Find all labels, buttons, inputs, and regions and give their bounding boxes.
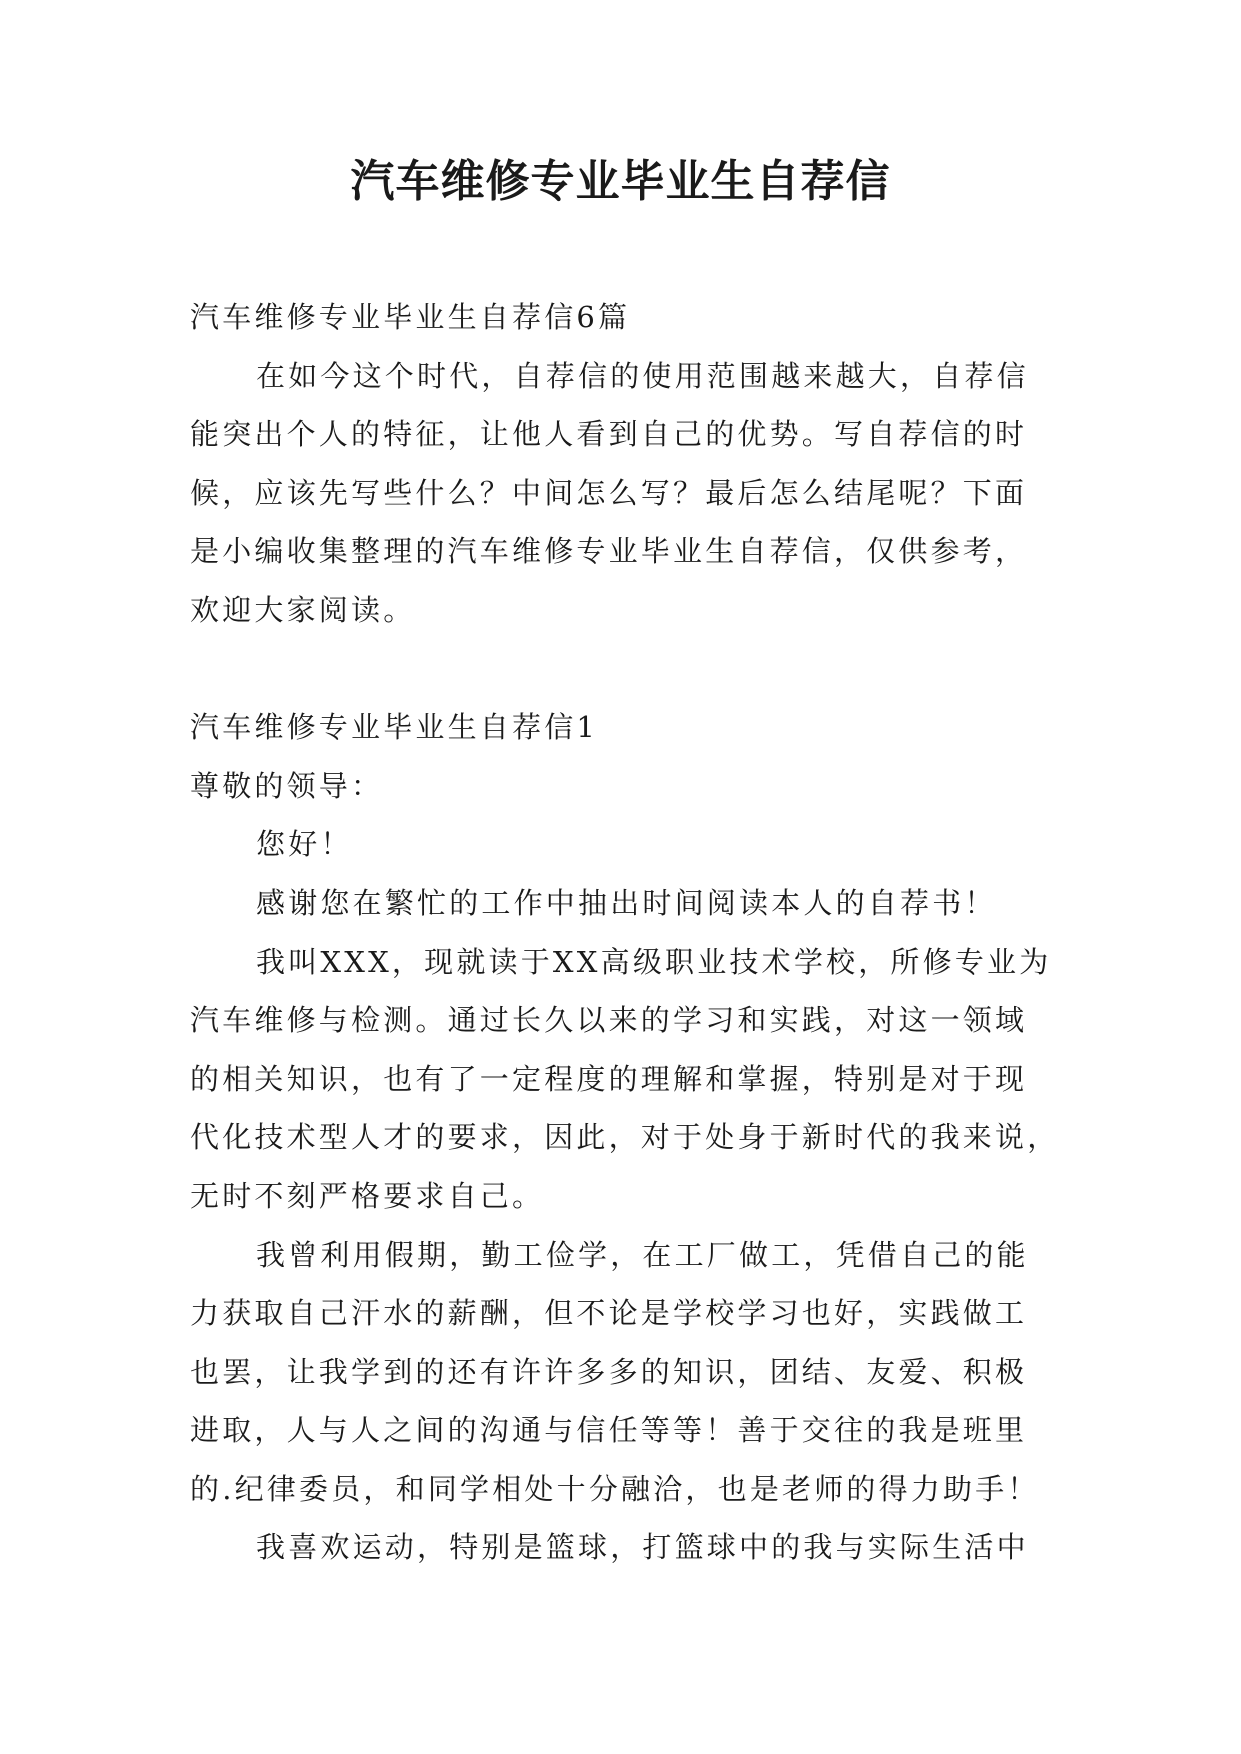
- paragraph-line: 我喜欢运动，特别是篮球，打篮球中的我与实际生活中: [256, 1530, 1029, 1565]
- letter-greeting: 您好！: [256, 827, 353, 862]
- paragraph-line: 的.纪律委员，和同学相处十分融洽，也是老师的得力助手！: [190, 1471, 1040, 1506]
- intro-paragraph: [190, 347, 1070, 640]
- letter-paragraph-1: [190, 933, 1070, 1226]
- intro-line: 欢迎大家阅读。: [190, 592, 416, 627]
- paragraph-line: 汽车维修与检测。通过长久以来的学习和实践，对这一领域: [190, 1003, 1028, 1038]
- letter-paragraph-2: [190, 1226, 1070, 1519]
- letter-thanks: 感谢您在繁忙的工作中抽出时间阅读本人的自荐书！: [256, 885, 997, 920]
- paragraph-line: 无时不刻严格要求自己。: [190, 1178, 545, 1213]
- intro-line: 候，应该先写些什么？中间怎么写？最后怎么结尾呢？下面: [190, 475, 1028, 510]
- paragraph-line: 进取，人与人之间的沟通与信任等等！善于交往的我是班里: [190, 1413, 1028, 1448]
- paragraph-line: 代化技术型人才的要求，因此，对于处身于新时代的我来说，: [190, 1120, 1060, 1155]
- intro-line: 是小编收集整理的汽车维修专业毕业生自荐信，仅供参考，: [190, 534, 1028, 569]
- paragraph-line: 我叫XXX，现就读于XX高级职业技术学校，所修专业为: [256, 944, 1052, 979]
- document-body: [190, 288, 1070, 1577]
- intro-line: 能突出个人的特征，让他人看到自己的优势。写自荐信的时: [190, 417, 1028, 452]
- letter-heading: 汽车维修专业毕业生自荐信1: [190, 710, 599, 745]
- document-title: 汽车维修专业毕业生自荐信: [350, 156, 891, 207]
- document-subtitle: 汽车维修专业毕业生自荐信6篇: [190, 300, 631, 334]
- intro-line: 在如今这个时代，自荐信的使用范围越来越大，自荐信: [256, 358, 1029, 393]
- paragraph-line: 力获取自己汗水的薪酬，但不论是学校学习也好，实践做工: [190, 1296, 1028, 1331]
- letter-paragraph-3: [190, 1518, 1070, 1577]
- section-spacer: [190, 640, 1070, 699]
- paragraph-line: 也罢，让我学到的还有许许多多的知识，团结、友爱、积极: [190, 1354, 1028, 1389]
- letter-salutation: 尊敬的领导：: [190, 768, 384, 803]
- paragraph-line: 我曾利用假期，勤工俭学，在工厂做工，凭借自己的能: [256, 1237, 1029, 1272]
- paragraph-line: 的相关知识，也有了一定程度的理解和掌握，特别是对于现: [190, 1061, 1028, 1096]
